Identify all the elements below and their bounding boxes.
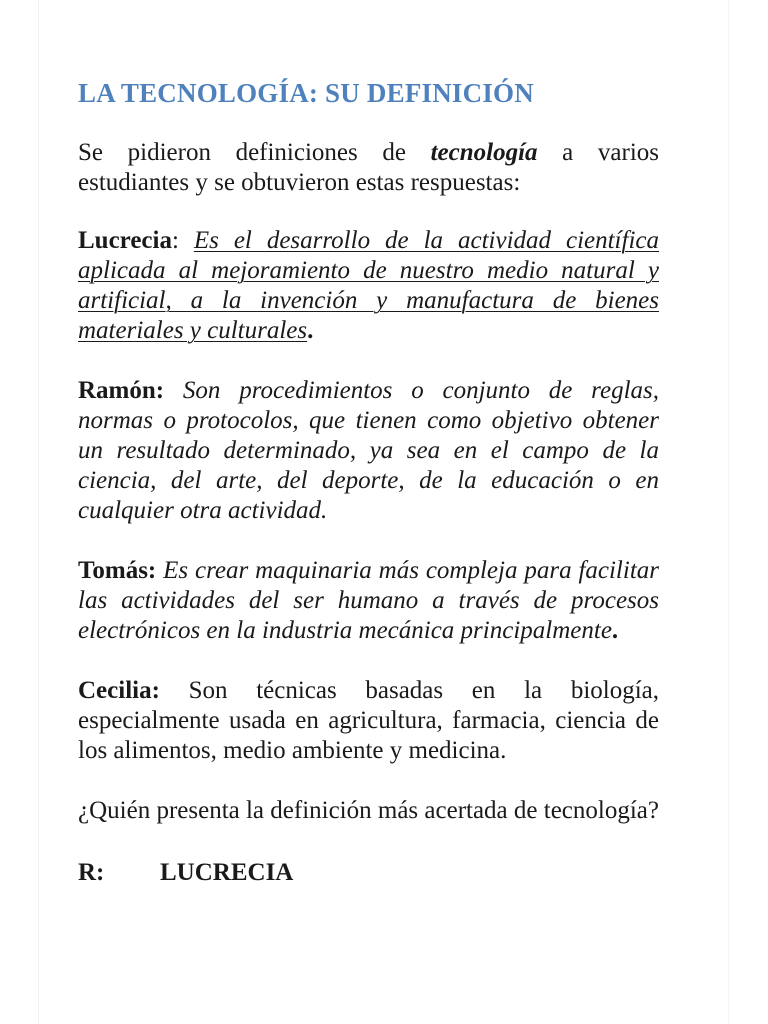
student-definition: Es el desarrollo de la actividad científica aplicada al mejoramiento de nuestro medio natural y artificial, a la invención y manufactura de bienes materiales y culturales xyxy=(78,227,659,344)
final-response xyxy=(78,858,659,888)
intro-text-after: a varios estudiantes y se obtuvieron estas respuestas: xyxy=(78,139,659,196)
response-value: LUCRECIA xyxy=(160,859,294,886)
answer-tomas xyxy=(78,556,659,646)
definition-end: . xyxy=(611,617,619,644)
student-definition: Son procedimientos o conjunto de reglas, normas o protocolos, que tienen como objetivo obtener un resultado determinado, ya sea en el campo de la ciencia, del arte, del deporte, de la educación o en cualquier otra actividad. xyxy=(78,377,659,524)
student-name: Ramón: xyxy=(78,377,165,404)
answer-ramon xyxy=(78,376,659,526)
definition-end: . xyxy=(307,317,314,344)
name-separator xyxy=(160,677,189,704)
answer-cecilia xyxy=(78,676,659,766)
question-text: ¿Quién presenta la definición más acertada de tecnología? xyxy=(78,797,659,824)
intro-text-before: Se pidieron definiciones de xyxy=(78,139,431,166)
student-definition: Es crear maquinaria más compleja para facilitar las actividades del ser humano a través de procesos electrónicos en la industria mecánica principalmente xyxy=(78,557,659,644)
page-left-edge xyxy=(38,0,39,1024)
intro-keyword: tecnología xyxy=(430,139,538,166)
document-body xyxy=(78,76,659,888)
document-title: LA TECNOLOGÍA: SU DEFINICIÓN xyxy=(78,78,534,108)
answer-lucrecia xyxy=(78,226,659,346)
intro-paragraph xyxy=(78,138,659,198)
student-name: Lucrecia xyxy=(78,227,172,254)
student-definition: Son técnicas basadas en la biología, especialmente usada en agricultura, farmacia, ciencia de los alimentos, medio ambiente y medicina. xyxy=(78,677,659,764)
student-name: Cecilia: xyxy=(78,677,160,704)
student-name: Tomás: xyxy=(78,557,157,584)
name-separator: : xyxy=(171,227,194,254)
page-right-edge xyxy=(728,0,729,1024)
response-label: R: xyxy=(78,859,105,886)
name-separator xyxy=(164,377,183,404)
